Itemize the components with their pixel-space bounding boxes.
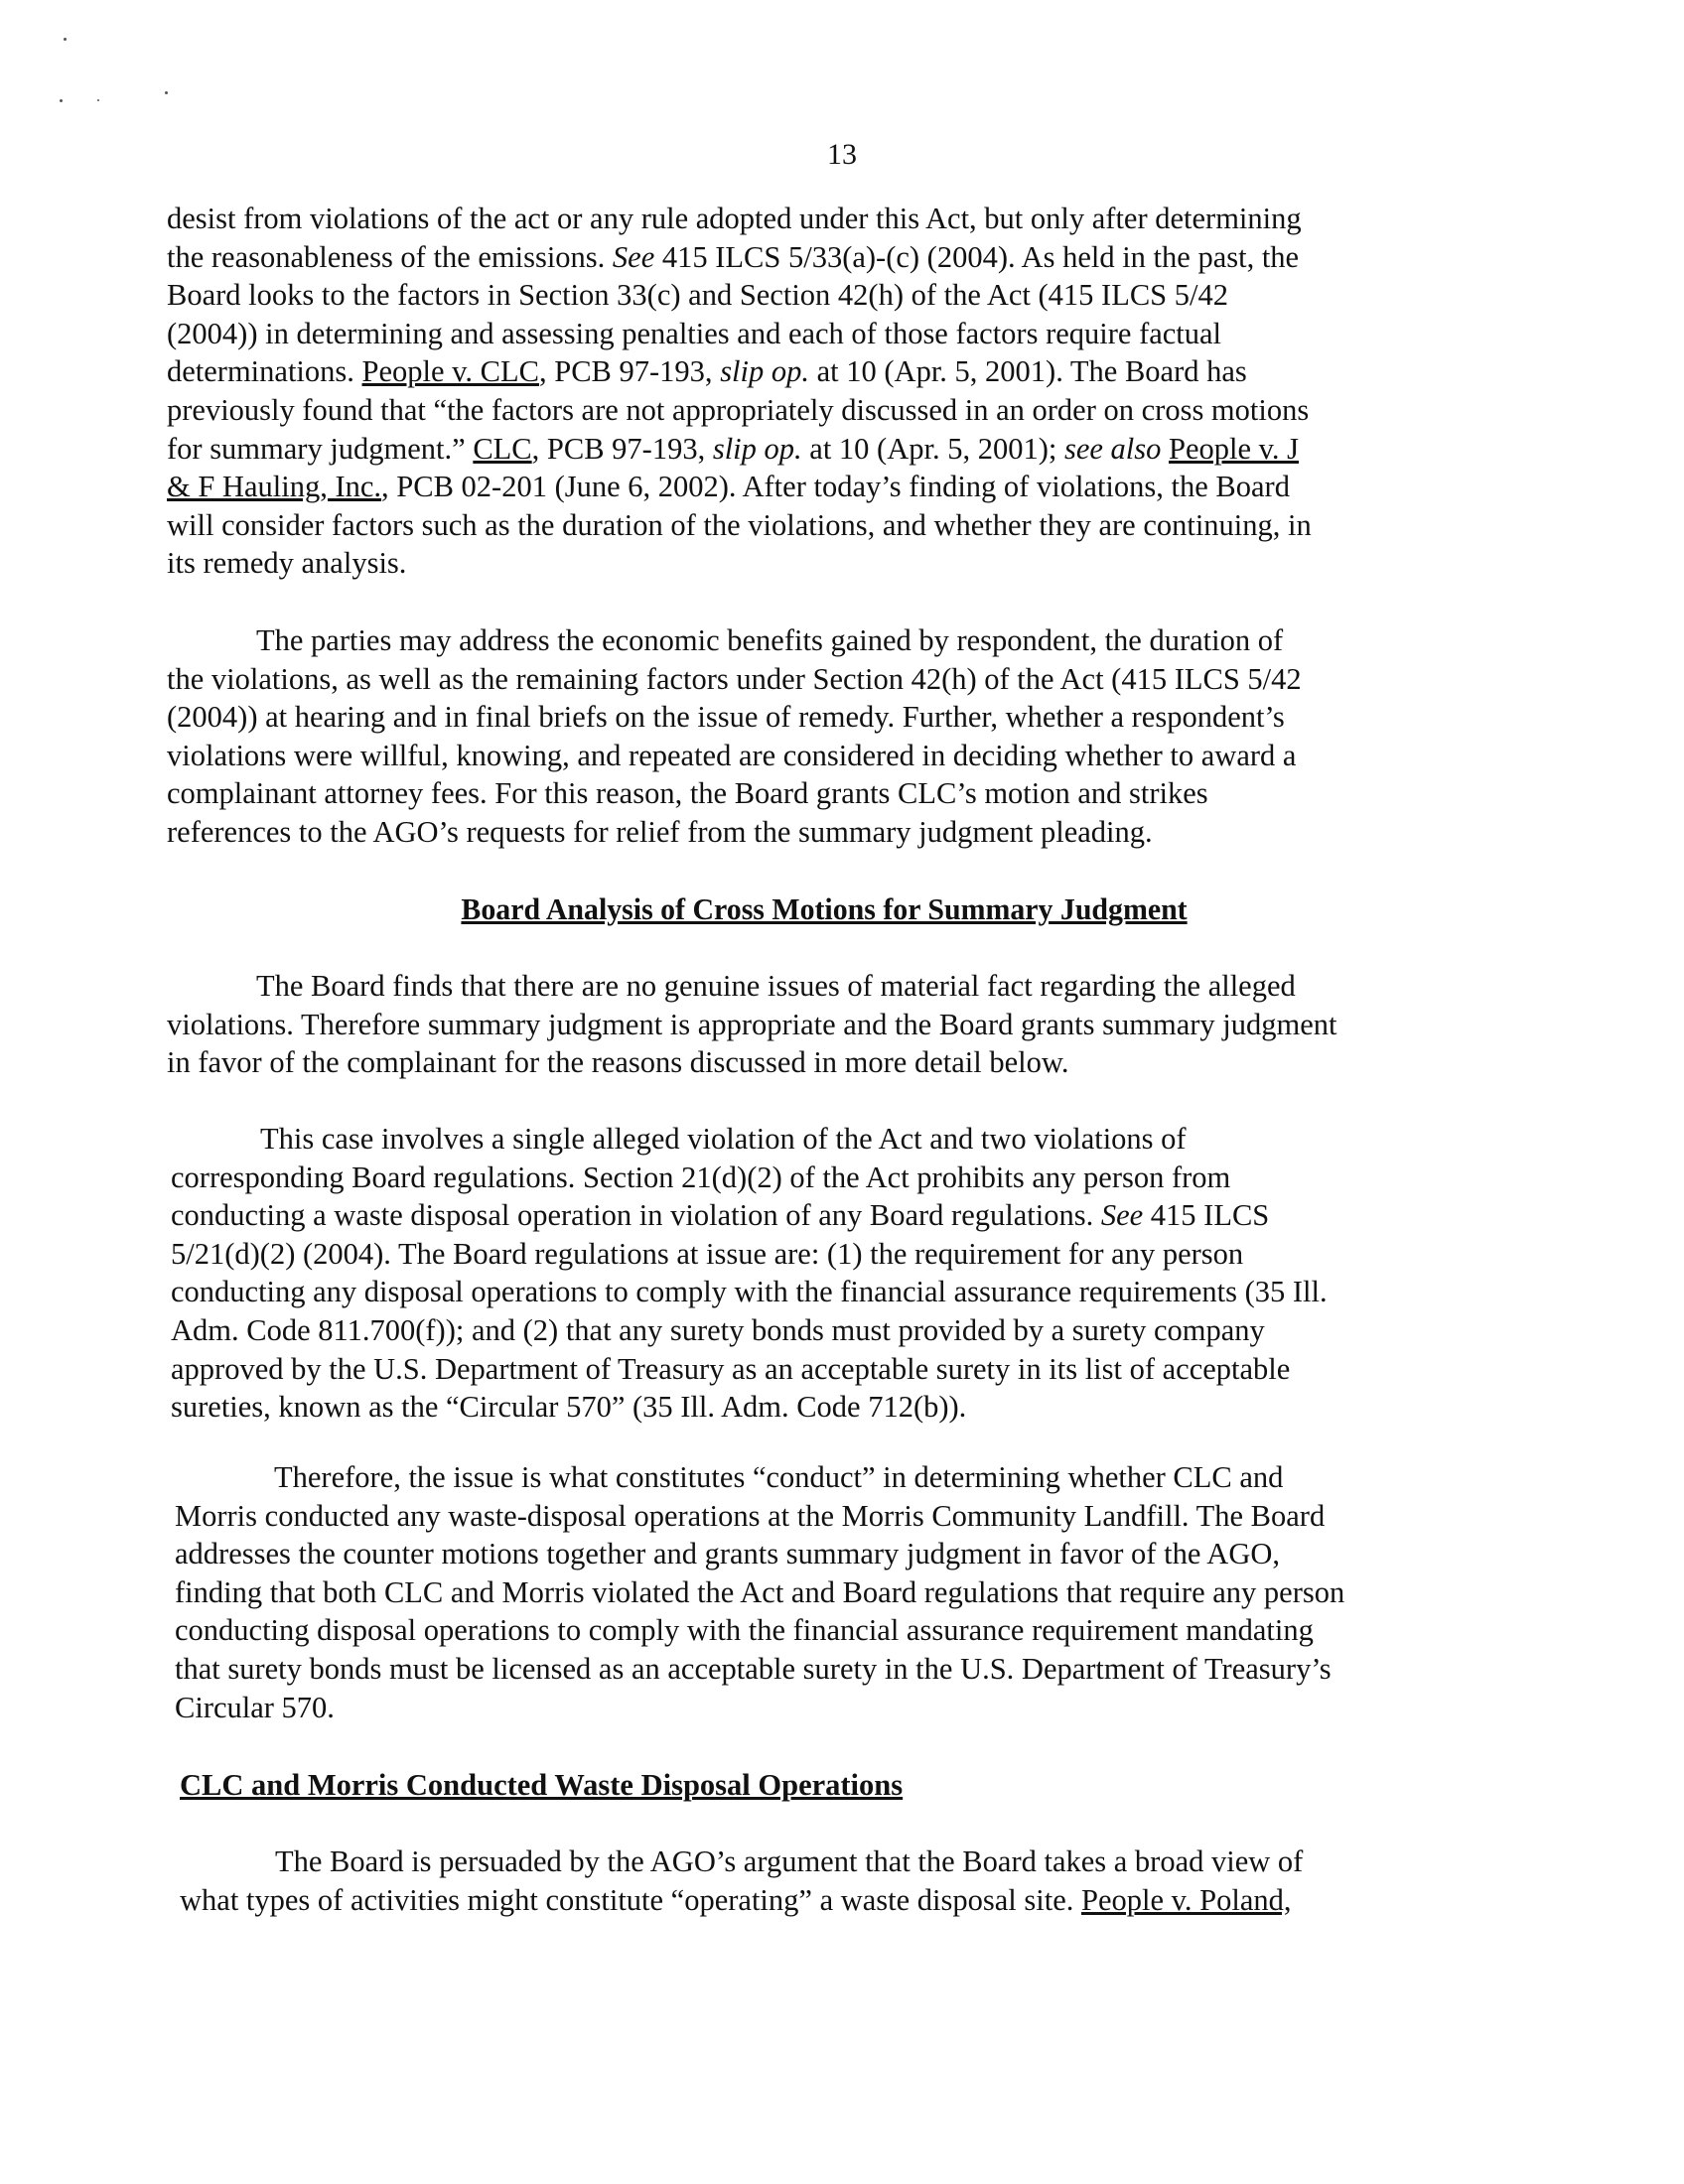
text-run: 415 ILCS — [1143, 1198, 1270, 1233]
text-line — [167, 544, 1312, 583]
text-run — [1161, 432, 1169, 466]
text-line — [167, 621, 1302, 660]
text-run: (2004)) in determining and assessing penalties and each of those factors require factual — [167, 316, 1222, 350]
text-line — [167, 660, 1302, 699]
text-line — [171, 1120, 1328, 1159]
text-run: conducting any disposal operations to comply with the financial assurance requirements (35 Ill. — [171, 1275, 1328, 1309]
paragraph-broad-view — [180, 1843, 1303, 1919]
text-run: the violations, as well as the remaining factors under Section 42(h) of the Act (415 ILCS 5/42 — [167, 661, 1302, 696]
text-run: violations were willful, knowing, and repeated are considered in deciding whether to award a — [167, 738, 1297, 772]
text-line — [175, 1689, 1344, 1727]
text-run: at 10 (Apr. 5, 2001); — [801, 431, 1064, 466]
scan-speck — [64, 38, 67, 41]
text-line — [175, 1535, 1344, 1573]
italic-signal: see also — [1063, 431, 1162, 466]
text-run: at 10 (Apr. 5, 2001). The Board has — [809, 354, 1247, 389]
text-run: its remedy analysis. — [167, 546, 407, 581]
text-run: This case involves a single alleged violation of the Act and two violations of — [260, 1122, 1187, 1156]
text-line — [175, 1611, 1344, 1650]
text-run: conducting disposal operations to comply with the financial assurance requirement mandating — [175, 1613, 1314, 1648]
text-line — [167, 430, 1312, 469]
text-run: complainant attorney fees. For this reason, the Board grants CLC’s motion and strikes — [167, 776, 1208, 811]
text-run: violations. Therefore summary judgment is appropriate and the Board grants summary judgment — [167, 1007, 1337, 1041]
italic-signal: See — [612, 239, 655, 274]
text-line — [175, 1650, 1344, 1689]
paragraph-case-involves — [171, 1120, 1328, 1427]
text-line — [171, 1235, 1328, 1274]
italic-signal: slip op. — [712, 431, 802, 466]
text-line — [167, 813, 1302, 852]
text-run: previously found that “the factors are not appropriately discussed in an order on cross motions — [167, 392, 1310, 427]
text-line — [171, 1350, 1328, 1389]
text-line — [171, 1159, 1328, 1197]
text-run: finding that both CLC and Morris violated the Act and Board regulations that require any person — [175, 1574, 1345, 1609]
paragraph-economic-benefits — [167, 621, 1302, 852]
paragraph-board-findings — [167, 967, 1337, 1082]
case-citation: CLC — [473, 431, 532, 466]
text-line — [167, 698, 1302, 737]
text-run: Therefore, the issue is what constitutes “conduct” in determining whether CLC and — [274, 1460, 1284, 1494]
text-run: The parties may address the economic benefits gained by respondent, the duration of — [256, 623, 1284, 657]
text-line — [180, 1843, 1303, 1881]
text-line — [171, 1388, 1328, 1427]
text-line — [167, 737, 1302, 775]
text-run: The Board finds that there are no genuine issues of material fact regarding the alleged — [256, 969, 1296, 1003]
text-line — [171, 1196, 1328, 1235]
text-line — [175, 1497, 1344, 1536]
text-run: corresponding Board regulations. Section 21(d)(2) of the Act prohibits any person from — [171, 1160, 1231, 1194]
text-line — [167, 967, 1337, 1006]
case-citation: People v. J — [1169, 431, 1300, 466]
text-line — [167, 352, 1312, 391]
text-run: Adm. Code 811.700(f)); and (2) that any surety bonds must provided by a surety company — [171, 1312, 1265, 1347]
text-line — [171, 1273, 1328, 1311]
text-run: 415 ILCS 5/33(a)-(c) (2004). As held in the past, the — [654, 239, 1300, 274]
text-run: what types of activities might constitute “operating” a waste disposal site. — [180, 1882, 1082, 1917]
text-line — [167, 468, 1312, 506]
text-run: sureties, known as the “Circular 570” (35 Ill. Adm. Code 712(b)). — [171, 1390, 967, 1425]
text-run: in favor of the complainant for the reasons discussed in more detail below. — [167, 1045, 1069, 1080]
text-run: determinations. — [167, 354, 362, 389]
case-citation: People v. CLC — [361, 354, 539, 389]
case-citation: & F Hauling, Inc. — [167, 470, 382, 504]
section-heading-board-analysis: Board Analysis of Cross Motions for Summary Judgment — [461, 892, 1188, 926]
text-run: Morris conducted any waste-disposal operations at the Morris Community Landfill. The Board — [175, 1498, 1326, 1533]
scan-speck — [165, 91, 168, 94]
text-line — [167, 1006, 1337, 1044]
text-run: will consider factors such as the duration of the violations, and whether they are continuing, in — [167, 507, 1312, 542]
text-run: references to the AGO’s requests for relief from the summary judgment pleading. — [167, 814, 1153, 849]
text-run: (2004)) at hearing and in final briefs on the issue of remedy. Further, whether a respondent’s — [167, 700, 1285, 735]
text-run: , PCB 97-193, — [531, 431, 713, 466]
scan-speck — [60, 99, 63, 102]
text-line — [167, 238, 1312, 277]
text-line — [167, 1043, 1337, 1082]
page-number: 13 — [827, 138, 857, 171]
text-run: Board looks to the factors in Section 33(c) and Section 42(h) of the Act (415 ILCS 5/42 — [167, 278, 1228, 313]
text-run: , PCB 02-201 (June 6, 2002). After today’s finding of violations, the Board — [381, 470, 1290, 504]
text-run: the reasonableness of the emissions. — [167, 239, 613, 274]
text-line — [167, 506, 1312, 545]
italic-signal: See — [1100, 1198, 1144, 1233]
italic-signal: slip op. — [720, 354, 810, 389]
text-run: , PCB 97-193, — [539, 354, 721, 389]
section-heading-clc-morris: CLC and Morris Conducted Waste Disposal Operations — [180, 1768, 904, 1802]
paragraph-conduct-issue — [175, 1458, 1344, 1726]
text-run: 5/21(d)(2) (2004). The Board regulations at issue are: (1) the requirement for any person — [171, 1236, 1244, 1271]
text-line — [167, 200, 1312, 238]
text-run: that surety bonds must be licensed as an acceptable surety in the U.S. Department of Treasury’s — [175, 1651, 1332, 1686]
text-run: The Board is persuaded by the AGO’s argument that the Board takes a broad view of — [275, 1844, 1304, 1878]
text-line — [167, 774, 1302, 813]
text-line — [167, 315, 1312, 353]
text-run: approved by the U.S. Department of Treasury as an acceptable surety in its list of acceptable — [171, 1351, 1291, 1386]
text-run: desist from violations of the act or any rule adopted under this Act, but only after determining — [167, 202, 1302, 235]
text-line — [171, 1311, 1328, 1350]
text-run: addresses the counter motions together and grants summary judgment in favor of the AGO, — [175, 1537, 1280, 1571]
paragraph-remedy-factors — [167, 200, 1312, 583]
text-line — [167, 391, 1312, 430]
text-line — [167, 276, 1312, 315]
text-line — [175, 1573, 1344, 1612]
case-citation: People v. Poland, — [1081, 1882, 1292, 1917]
text-run: conducting a waste disposal operation in violation of any Board regulations. — [171, 1198, 1101, 1233]
text-line — [175, 1458, 1344, 1497]
text-run: Circular 570. — [175, 1690, 335, 1724]
text-run: for summary judgment.” — [167, 431, 474, 466]
text-line — [180, 1881, 1303, 1920]
scan-speck — [97, 99, 99, 101]
